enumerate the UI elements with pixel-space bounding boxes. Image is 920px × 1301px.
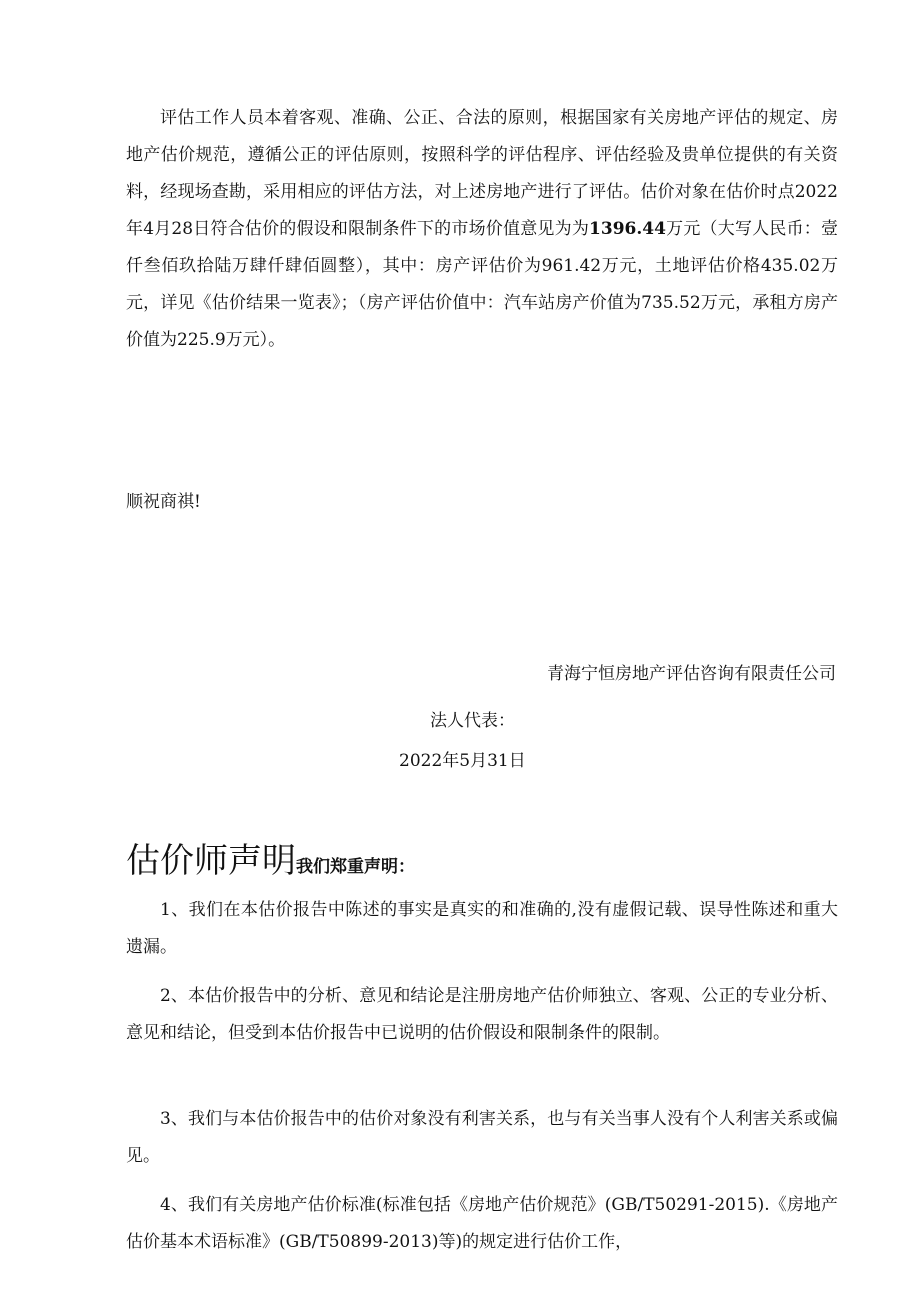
declaration-item-2: 2、本估价报告中的分析、意见和结论是注册房地产估价师独立、客观、公正的专业分析、意见和结论，但受到本估价报告中已说明的估价假设和限制条件的限制。 xyxy=(126,986,838,1043)
declaration-item-4: 4、我们有关房地产估价标准(标准包括《房地产估价规范》(GB/T50291-2015).《房地产估价基本术语标准》(GB/T50899-2013)等)的规定进行估价工作， xyxy=(126,1195,838,1252)
market-value-amount: 1396.44 xyxy=(589,219,666,239)
declaration-title: 估价师声明 xyxy=(126,841,296,881)
valuation-summary-paragraph xyxy=(126,100,838,359)
declaration-heading xyxy=(126,836,415,892)
summary-text-after-value: 万元（大写人民币：壹仟叁佰玖拾陆万肆仟肆佰圆整），其中：房产评估价为961.42万元，土地评估价格435.02万元，详见《估价结果一览表》；（房产评估价值中：汽车站房产价值为735.52万元，承租方房产价值为225.9万元）。 xyxy=(126,219,839,350)
declaration-item-1: 1、我们在本估价报告中陈述的事实是真实的和准确的,没有虚假记载、误导性陈述和重大遗漏。 xyxy=(126,900,838,957)
declaration-item-3: 3、我们与本估价报告中的估价对象没有利害关系，也与有关当事人没有个人利害关系或偏见。 xyxy=(126,1109,838,1166)
declaration-subtitle: 我们郑重声明： xyxy=(296,857,415,877)
signature-date: 2022年5月31日 xyxy=(399,751,526,771)
summary-text-before-value: 评估工作人员本着客观、准确、公正、合法的原则，根据国家有关房地产评估的规定、房地产估价规范，遵循公正的评估原则，按照科学的评估程序、评估经验及贵单位提供的有关资料，经现场查勘，采用相应的评估方法，对上述房地产进行了评估。估价对象在估价时点2022年4月28日符合估价的假设和限制条件下的市场价值意见为为 xyxy=(126,108,838,239)
legal-representative-label: 法人代表： xyxy=(430,711,515,731)
closing-salutation: 顺祝商祺! xyxy=(126,492,201,512)
company-name: 青海宁恒房地产评估咨询有限责任公司 xyxy=(547,664,836,684)
